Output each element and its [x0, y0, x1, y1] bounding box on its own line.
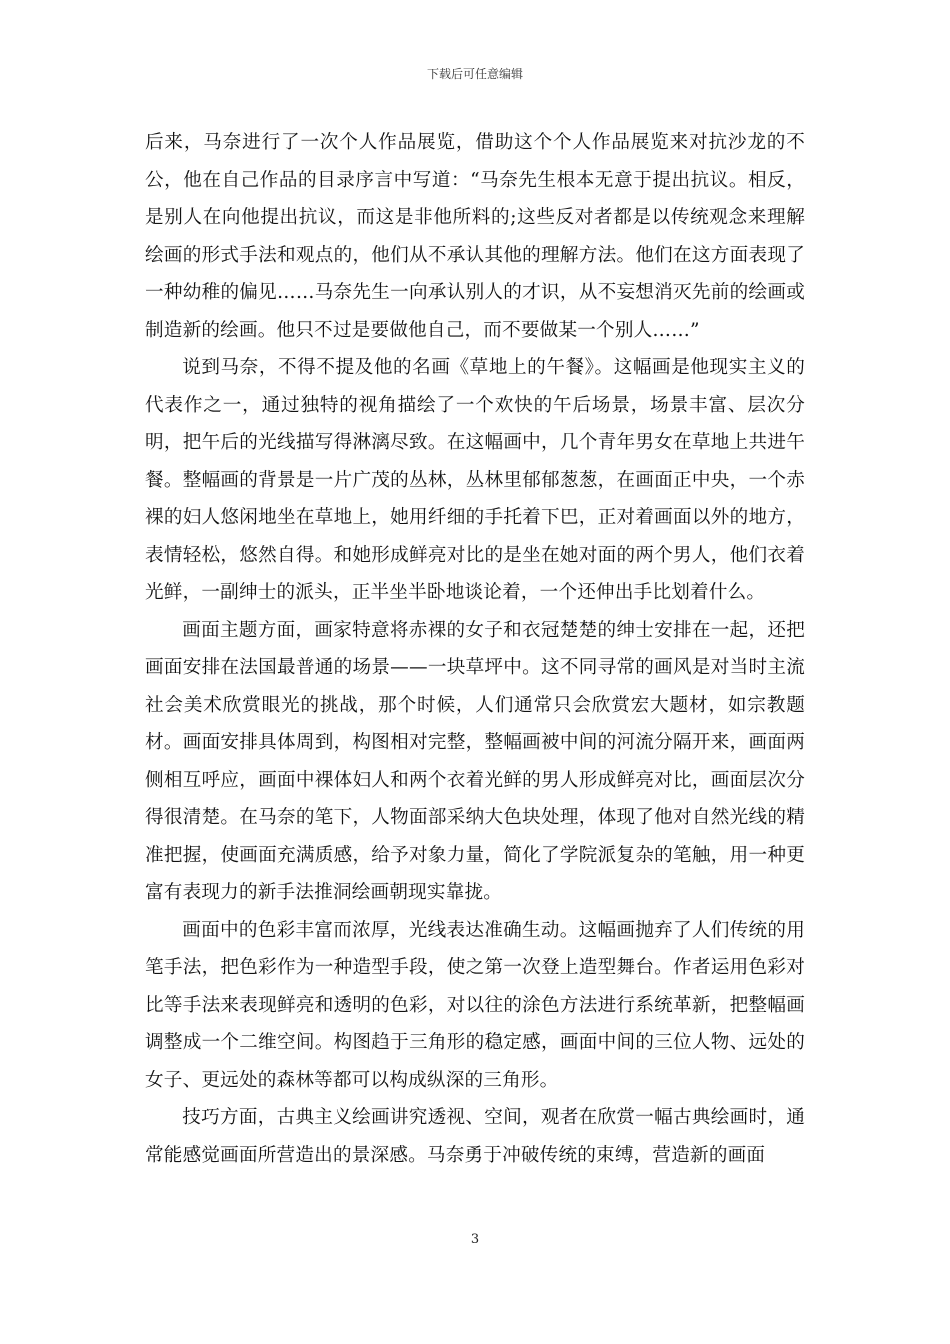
- paragraph-3: 画面主题方面，画家特意将赤裸的女子和衣冠楚楚的绅士安排在一起，还把画面安排在法国最普通的场景——一块草坪中。这不同寻常的画风是对当时主流社会美术欣赏眼光的挑战，那个时候，人们通常只会欣赏宏大题材，如宗教题材。画面安排具体周到，构图相对完整，整幅画被中间的河流分隔开来，画面两侧相互呼应，画面中裸体妇人和两个衣着光鲜的男人形成鲜亮对比，画面层次分得很清楚。在马奈的笔下，人物面部采纳大色块处理，体现了他对自然光线的精准把握，使画面充满质感，给予对象力量，简化了学院派复杂的笔触，用一种更富有表现力的新手法推洞绘画朝现实靠拢。: [145, 619, 805, 903]
- paragraph-5: 技巧方面，古典主义绘画讲究透视、空间，观者在欣赏一幅古典绘画时，通常能感觉画面所营造出的景深感。马奈勇于冲破传统的束缚，营造新的画面: [145, 1107, 805, 1166]
- paragraph-4: 画面中的色彩丰富而浓厚，光线表达准确生动。这幅画抛弃了人们传统的用笔手法，把色彩作为一种造型手段，使之第一次登上造型舞台。作者运用色彩对比等手法来表现鲜亮和透明的色彩，对以往的涂色方法进行系统革新，把整幅画调整成一个二维空间。构图趋于三角形的稳定感，画面中间的三位人物、远处的女子、更远处的森林等都可以构成纵深的三角形。: [145, 919, 805, 1091]
- paragraph-2: 说到马奈，不得不提及他的名画《草地上的午餐》。这幅画是他现实主义的代表作之一，通过独特的视角描绘了一个欢快的午后场景，场景丰富、层次分明，把午后的光线描写得淋漓尽致。在这幅画中，几个青年男女在草地上共进午餐。整幅画的背景是一片广茂的丛林，丛林里郁郁葱葱，在画面正中央，一个赤裸的妇人悠闲地坐在草地上，她用纤细的手托着下巴，正对着画面以外的地方，表情轻松，悠然自得。和她形成鲜亮对比的是坐在她对面的两个男人，他们衣着光鲜，一副绅士的派头，正半坐半卧地谈论着，一个还伸出手比划着什么。: [145, 357, 805, 603]
- document-body: [145, 124, 805, 1174]
- paragraph-1: 后来，马奈进行了一次个人作品展览，借助这个个人作品展览来对抗沙龙的不公，他在自己作品的目录序言中写道：“马奈先生根本无意于提出抗议。相反，是别人在向他提出抗议，而这是非他所料的;这些反对者都是以传统观念来理解绘画的形式手法和观点的，他们从不承认其他的理解方法。他们在这方面表现了一种幼稚的偏见……马奈先生一向承认别人的才识，从不妄想消灭先前的绘画或制造新的绘画。他只不过是要做他自己，而不要做某一个别人……”: [145, 132, 805, 341]
- page-number: 3: [470, 1232, 480, 1247]
- page-header: 下载后可任意编辑: [426, 67, 523, 81]
